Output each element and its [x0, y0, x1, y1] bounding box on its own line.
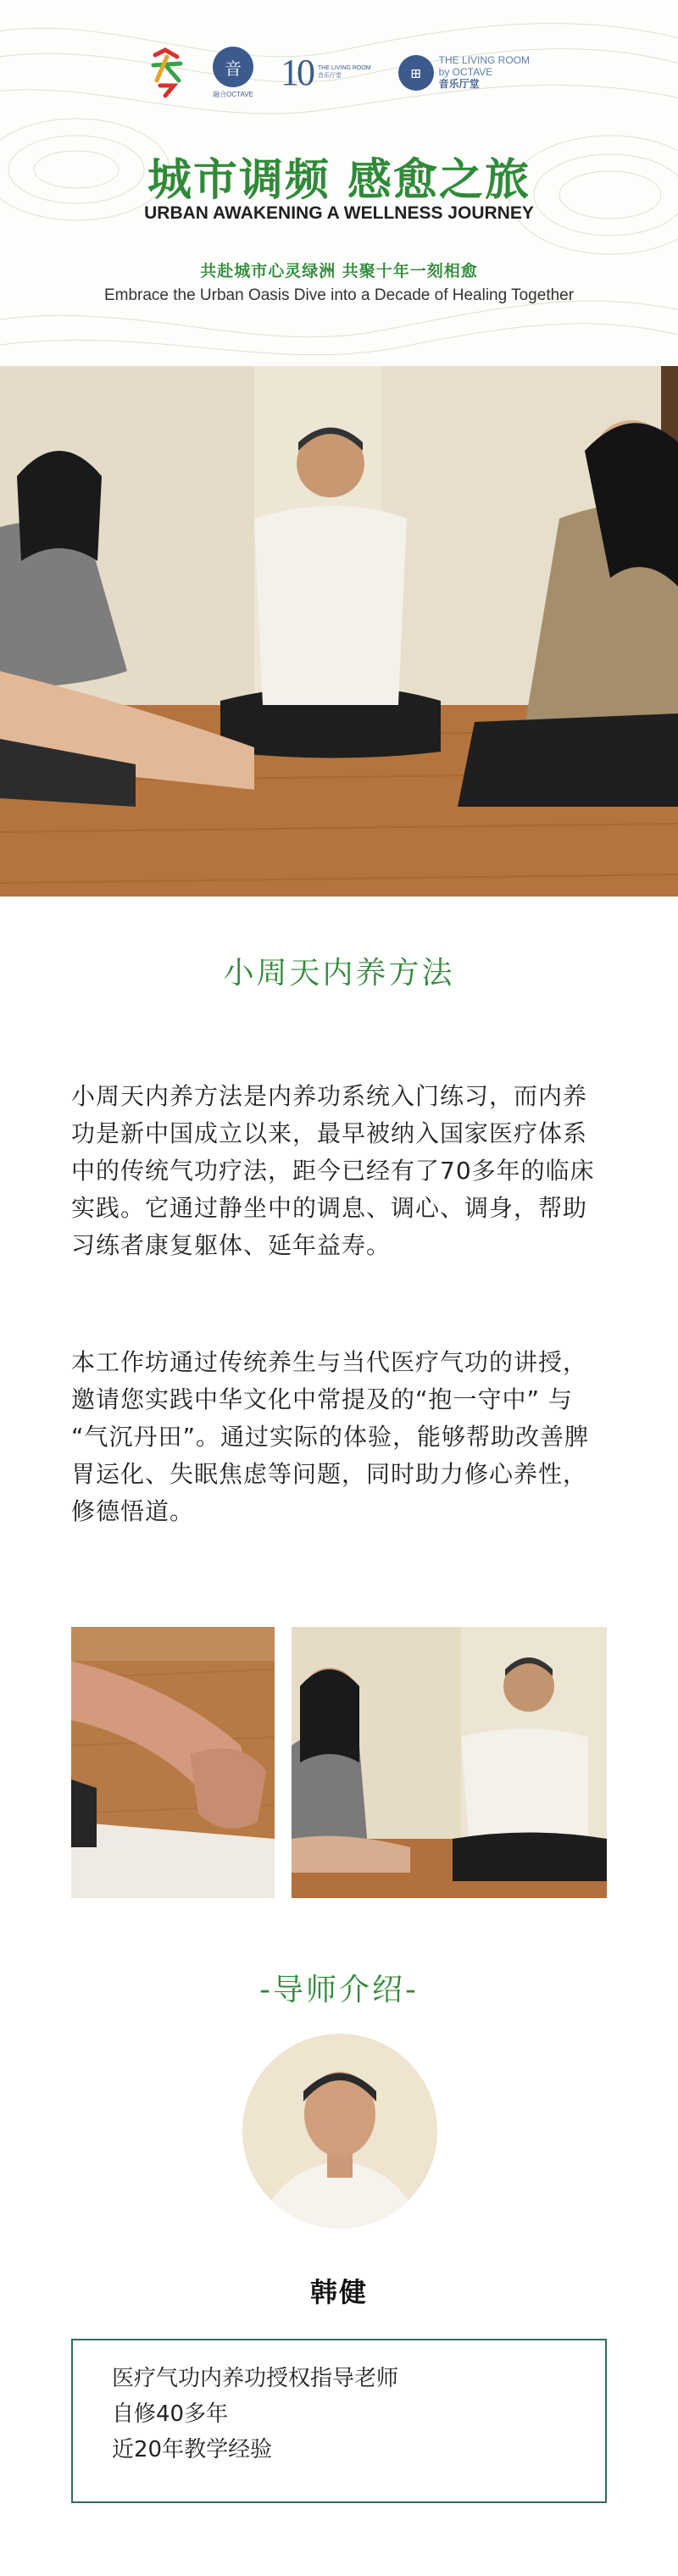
living-room-cn: 音乐厅堂 [438, 77, 480, 90]
subtitle-en: Embrace the Urban Oasis Dive into a Decade of Healing Together [103, 286, 575, 304]
subtitle-cn: 共赴城市心灵绿洲 共聚十年一刻相愈 [200, 262, 478, 280]
section-title: 小周天内养方法 [223, 956, 455, 991]
partner-logos [0, 47, 678, 99]
anniversary-text-1: THE LIVING ROOM [318, 65, 371, 72]
octave-label: 融合OCTAVE [213, 91, 253, 98]
living-room-line1: THE LIVING ROOM [438, 54, 530, 67]
credential-item: 自修40多年 [112, 2401, 229, 2427]
header-banner [0, 0, 678, 364]
page-title-en: URBAN AWAKENING A WELLNESS JOURNEY [144, 203, 534, 223]
anniversary-text-2: 音乐厅堂 [318, 73, 342, 79]
mentor-credentials-box [71, 2339, 607, 2503]
living-room-line2: by OCTAVE [438, 66, 493, 79]
logo-tenth-anniversary [281, 54, 371, 92]
page-title-cn: 城市调频 感愈之旅 [147, 155, 531, 206]
festival-logo-icon [148, 47, 186, 99]
intro-paragraph-2: 本工作坊通过传统养生与当代医疗气功的讲授，邀请您实践中华文化中常提及的“抱一守中” 与 “气沉丹田”。通过实际的体验，能够帮助改善脾胃运化、失眠焦虑等问题，同时助力修心养性，修德悟道。 [71, 1348, 590, 1525]
gallery-photo-session [292, 1627, 607, 1898]
logo-octave [213, 47, 253, 99]
mentor-section-title: -导师介绍- [259, 1973, 419, 2007]
mentor-avatar [242, 2034, 437, 2229]
hero-photo-meditation [0, 366, 678, 897]
logo-living-room [398, 55, 530, 91]
intro-paragraph-1: 小周天内养方法是内养功系统入门练习，而内养功是新中国成立以来，最早被纳入国家医疗体系中的传统气功疗法，距今已经有了70多年的临床实践。它通过静坐中的调息、调心、调身，帮助习练者康复躯体、延年益寿。 [71, 1082, 595, 1259]
living-room-badge-icon: ⊞ [398, 55, 434, 91]
mentor-name: 韩健 [309, 2276, 368, 2308]
credential-item: 医疗气功内养功授权指导老师 [112, 2366, 399, 2391]
logo-festival [148, 47, 186, 99]
credential-item: 近20年教学经验 [112, 2437, 273, 2462]
gallery-photo-hands [71, 1627, 275, 1898]
octave-badge: 音 [213, 47, 253, 87]
anniversary-number: 10 [281, 52, 314, 93]
